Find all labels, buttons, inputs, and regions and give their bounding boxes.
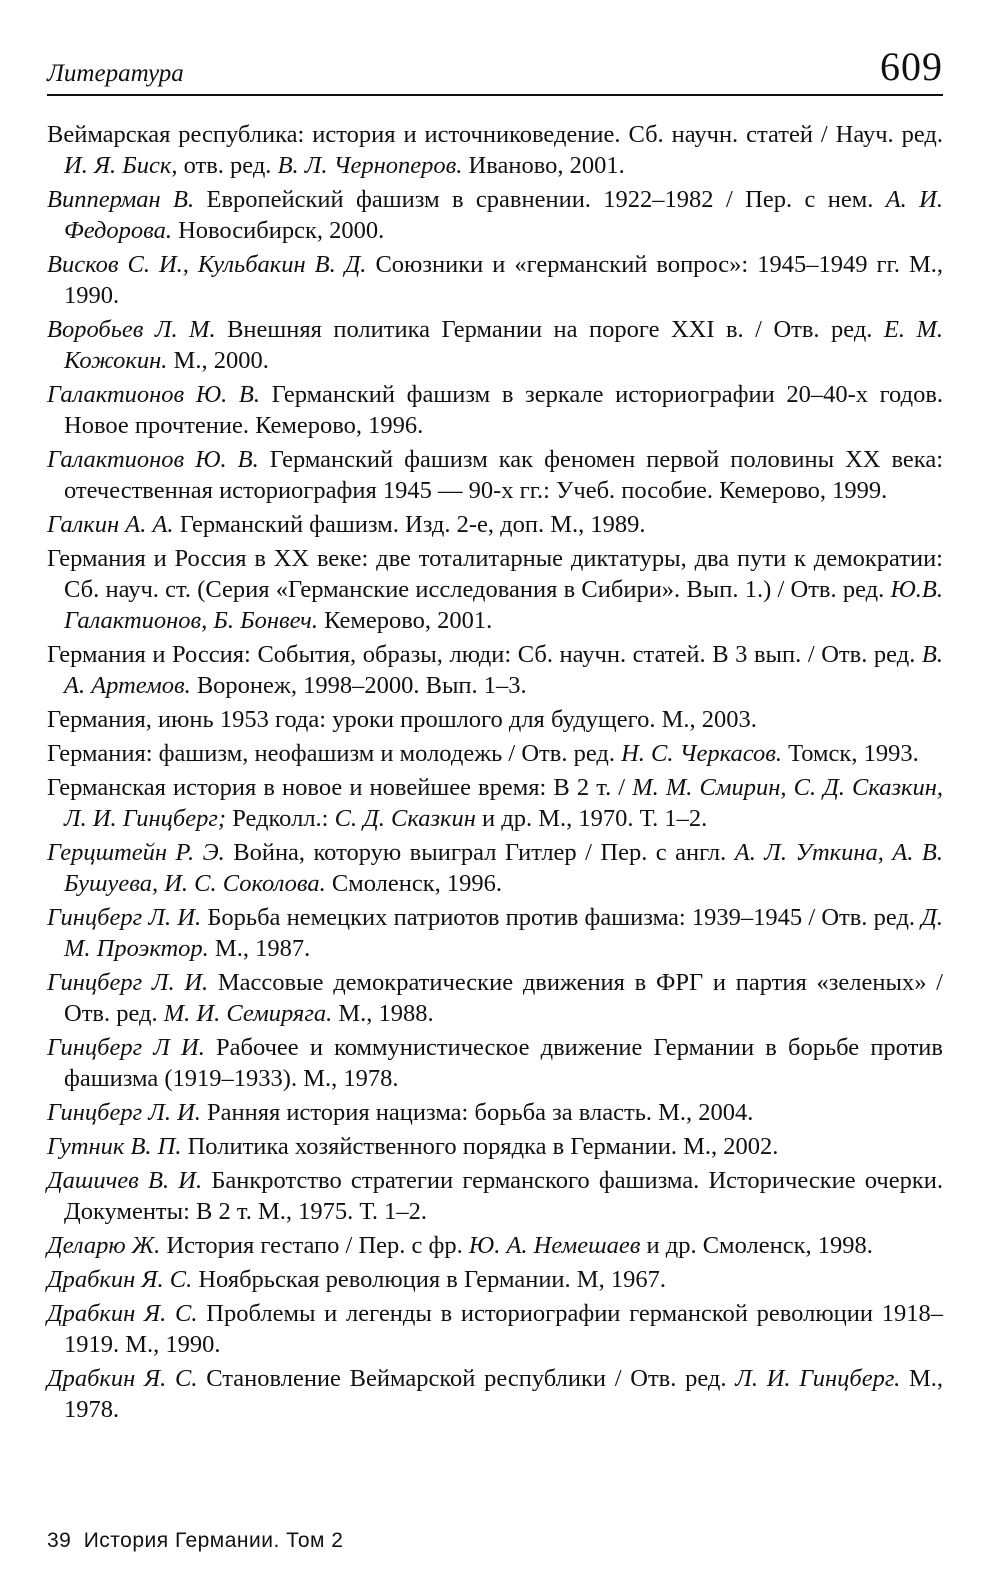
page-footer (47, 1529, 343, 1553)
bibliography-entry (47, 314, 943, 376)
entry-text: отв. ред. (177, 152, 278, 179)
entry-italic-text: Драбкин Я. С. (47, 1266, 193, 1293)
entry-text: Германия, июнь 1953 года: уроки прошлого для будущего. М., 2003. (47, 706, 757, 733)
entry-italic-text: С. Д. Сказкин (334, 805, 476, 832)
entry-italic-text: Галкин А. А. (47, 511, 174, 538)
entry-italic-text: И. Я. Биск, (64, 152, 178, 179)
entry-italic-text: Гинцберг Л И. (47, 1034, 205, 1061)
bibliography-entry (47, 509, 943, 540)
entry-text: Германская история в новое и новейшее время: В 2 т. / (47, 774, 633, 801)
entry-text: Союзники и «германский вопрос»: 1945–1949 гг. М., 1990. (64, 251, 943, 309)
entry-italic-text: Ю.В. Галактионов, Б. Бонвеч. (64, 576, 943, 634)
bibliography-entry (47, 249, 943, 311)
entry-italic-text: Гинцберг Л. И. (47, 904, 202, 931)
entry-italic-text: Л. И. Гинцберг. (735, 1365, 901, 1392)
bibliography-entry (47, 543, 943, 636)
bibliography-entry (47, 837, 943, 899)
bibliography-entry (47, 772, 943, 834)
entry-italic-text: Гинцберг Л. И. (47, 1099, 201, 1126)
entry-text: Рабочее и коммунистическое движение Германии в борьбе против фашизма (1919–1933). М., 1978. (64, 1034, 943, 1092)
entry-italic-text: В. Л. Черноперов. (277, 152, 463, 179)
entry-italic-text: Воробьев Л. М. (47, 316, 216, 343)
entry-text: Германия: фашизм, неофашизм и молодежь / Отв. ред. (47, 740, 622, 767)
entry-text: Ноябрьская революция в Германии. М, 1967. (192, 1266, 666, 1293)
entry-text: М., 2000. (167, 347, 269, 374)
entry-text: Проблемы и легенды в историографии германской революции 1918–1919. М., 1990. (64, 1300, 943, 1358)
bibliography-entry (47, 1165, 943, 1227)
entry-text: М., 1987. (208, 935, 311, 962)
bibliography-entry (47, 1363, 943, 1425)
bibliography-entry (47, 1264, 943, 1295)
bibliography-entry (47, 1097, 943, 1128)
bibliography-entry (47, 444, 943, 506)
entry-italic-text: Гинцберг Л. И. (47, 969, 209, 996)
entry-text: Становление Веймарской республики / Отв. ред. (197, 1365, 736, 1392)
entry-text: Европейский фашизм в сравнении. 1922–1982 / Пер. с нем. (194, 186, 886, 213)
entry-italic-text: Випперман В. (47, 186, 195, 213)
running-head (47, 36, 943, 96)
entry-italic-text: Гутник В. П. (47, 1133, 182, 1160)
bibliography-entry (47, 184, 943, 246)
entry-text: Германия и Россия: События, образы, люди: Сб. научн. статей. В 3 вып. / Отв. ред. (47, 641, 922, 668)
entry-italic-text: Дашичев В. И. (47, 1167, 203, 1194)
entry-italic-text: Висков С. И., Кульбакин В. Д. (47, 251, 367, 278)
entry-text: Томск, 1993. (782, 740, 919, 767)
entry-italic-text: Галактионов Ю. В. (47, 381, 260, 408)
bibliography-entry (47, 704, 943, 735)
bibliography-entry (47, 1230, 943, 1261)
page-number: 609 (880, 44, 943, 89)
entry-text: Германский фашизм. Изд. 2-е, доп. М., 1989. (173, 511, 646, 538)
entry-italic-text: Ю. А. Немешаев (468, 1232, 641, 1259)
entry-text: М., 1988. (332, 1000, 434, 1027)
entry-text: Смоленск, 1996. (325, 870, 503, 897)
entry-text: Германский фашизм в зеркале историографии 20–40-х годов. Новое прочтение. Кемерово, 1996. (64, 381, 944, 439)
entry-text: Новосибирск, 2000. (171, 217, 385, 244)
entry-text: Внешняя политика Германии на пороге XXI в. / Отв. ред. (215, 316, 884, 343)
bibliography-entry (47, 639, 943, 701)
bibliography-entry (47, 119, 943, 181)
bibliography-entry (47, 738, 943, 769)
entry-text: Германский фашизм как феномен первой половины XX века: отечественная историография 1945 — 90-х гг.: Учеб. пособие. Кемерово, 1999. (64, 446, 944, 504)
entry-text: и др. Смоленск, 1998. (640, 1232, 873, 1259)
entry-text: Борьба немецких патриотов против фашизма: 1939–1945 / Отв. ред. (201, 904, 922, 931)
entry-text: Редколл.: (226, 805, 335, 832)
entry-italic-text: М. И. Семиряга. (163, 1000, 333, 1027)
entry-italic-text: А. Л. Уткина, А. В. Бушуева, И. С. Соколова. (64, 839, 943, 897)
bibliography-entry (47, 902, 943, 964)
entry-text: Воронеж, 1998–2000. Вып. 1–3. (190, 672, 527, 699)
entry-text: Кемерово, 2001. (317, 607, 493, 634)
entry-italic-text: Драбкин Я. С. (47, 1300, 198, 1327)
section-title: Литература (47, 60, 184, 87)
entry-italic-text: Д. М. Проэктор. (64, 904, 943, 962)
entry-italic-text: В. А. Артемов. (64, 641, 943, 699)
entry-italic-text: Герцштейн Р. Э. (47, 839, 225, 866)
entry-text: Война, которую выиграл Гитлер / Пер. с англ. (224, 839, 735, 866)
entry-text: Иваново, 2001. (462, 152, 625, 179)
bibliography-entry (47, 1032, 943, 1094)
entry-text: Массовые демократические движения в ФРГ и партия «зеленых» / Отв. ред. (64, 969, 943, 1027)
entry-italic-text: М. М. Смирин, С. Д. Сказкин, Л. И. Гинцберг; (64, 774, 943, 832)
entry-italic-text: Драбкин Я. С. (47, 1365, 198, 1392)
bibliography-list (47, 119, 943, 1428)
entry-italic-text: А. И. Федорова. (64, 186, 943, 244)
entry-text: и др. М., 1970. Т. 1–2. (475, 805, 708, 832)
footer-book-title: История Германии. Том 2 (83, 1529, 344, 1552)
entry-text: История гестапо / Пер. с фр. (160, 1232, 469, 1259)
entry-text: Германия и Россия в XX веке: две тоталитарные диктатуры, два пути к демократии: Сб. науч. ст. (Серия «Германские исследования в Сибири». Вып. 1.) / Отв. ред. (47, 545, 943, 603)
entry-italic-text: Е. М. Кожокин. (64, 316, 944, 374)
entry-italic-text: Деларю Ж. (47, 1232, 161, 1259)
entry-text: Веймарская республика: история и источниковедение. Сб. научн. статей / Науч. ред. (47, 121, 943, 148)
entry-text: Ранняя история нацизма: борьба за власть. М., 2004. (200, 1099, 754, 1126)
entry-text: Банкротство стратегии германского фашизма. Исторические очерки. Документы: В 2 т. М., 1975. Т. 1–2. (64, 1167, 943, 1225)
bibliography-entry (47, 1131, 943, 1162)
bibliography-entry (47, 967, 943, 1029)
bibliography-entry (47, 379, 943, 441)
entry-text: Политика хозяйственного порядка в Германии. М., 2002. (181, 1133, 779, 1160)
bibliography-entry (47, 1298, 943, 1360)
entry-italic-text: Н. С. Черкасов. (621, 740, 783, 767)
signature-mark: 39 (47, 1529, 72, 1552)
entry-italic-text: Галактионов Ю. В. (47, 446, 259, 473)
entry-text: М., 1978. (64, 1365, 944, 1423)
